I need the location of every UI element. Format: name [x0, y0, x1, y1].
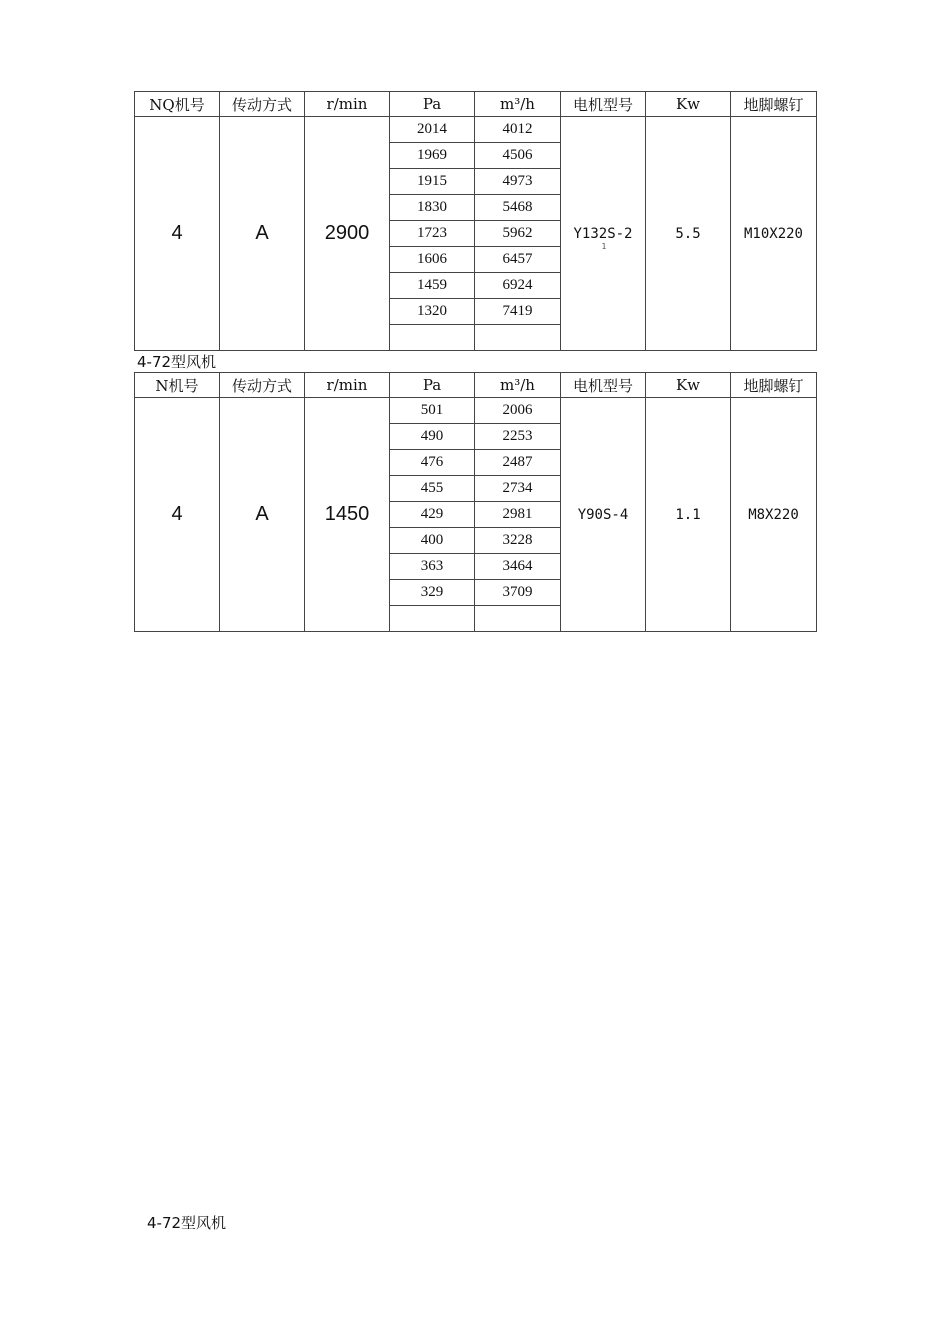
header-flow: m³/h	[475, 92, 561, 117]
header-bolt: 地脚螺钉	[731, 373, 817, 398]
flow-cell: 4973	[475, 169, 561, 195]
rpm-cell: 1450	[305, 398, 390, 632]
flow-cell: 6924	[475, 273, 561, 299]
table-row	[135, 117, 817, 143]
table-header-row	[135, 373, 817, 398]
flow-cell: 2734	[475, 476, 561, 502]
flow-cell: 3228	[475, 528, 561, 554]
fan-spec-table-2	[134, 372, 817, 632]
drive-cell: A	[220, 398, 305, 632]
motor-model: Y132S-2	[573, 225, 633, 242]
header-rpm: r/min	[305, 373, 390, 398]
flow-cell	[475, 325, 561, 351]
flow-cell: 3464	[475, 554, 561, 580]
pa-cell: 1969	[390, 143, 475, 169]
pa-cell: 429	[390, 502, 475, 528]
flow-cell: 3709	[475, 580, 561, 606]
pa-cell: 363	[390, 554, 475, 580]
pa-cell: 1915	[390, 169, 475, 195]
footer-caption: 4-72型风机	[147, 1214, 227, 1232]
flow-cell: 2253	[475, 424, 561, 450]
flow-cell: 2981	[475, 502, 561, 528]
header-machine-no: N机号	[135, 373, 220, 398]
fan-spec-table-1	[134, 91, 817, 351]
motor-cell: Y90S-4	[561, 398, 646, 632]
table-caption: 4-72型风机	[137, 353, 217, 371]
flow-cell: 2487	[475, 450, 561, 476]
machine-no-cell: 4	[135, 398, 220, 632]
pa-cell: 1606	[390, 247, 475, 273]
table-row	[135, 398, 817, 424]
pa-cell: 1320	[390, 299, 475, 325]
pa-cell: 490	[390, 424, 475, 450]
header-drive: 传动方式	[220, 373, 305, 398]
flow-cell: 5468	[475, 195, 561, 221]
pa-cell: 455	[390, 476, 475, 502]
bolt-cell: M8X220	[731, 398, 817, 632]
flow-cell: 2006	[475, 398, 561, 424]
motor-cell	[561, 117, 646, 351]
kw-cell: 5.5	[646, 117, 731, 351]
flow-cell: 5962	[475, 221, 561, 247]
pa-cell	[390, 325, 475, 351]
header-pa: Pa	[390, 92, 475, 117]
pa-cell: 1459	[390, 273, 475, 299]
pa-cell: 1723	[390, 221, 475, 247]
pa-cell: 501	[390, 398, 475, 424]
flow-cell: 6457	[475, 247, 561, 273]
table-header-row	[135, 92, 817, 117]
header-kw: Kw	[646, 92, 731, 117]
header-motor: 电机型号	[561, 373, 646, 398]
header-kw: Kw	[646, 373, 731, 398]
header-flow: m³/h	[475, 373, 561, 398]
pa-cell	[390, 606, 475, 632]
header-motor: 电机型号	[561, 92, 646, 117]
drive-cell: A	[220, 117, 305, 351]
kw-cell: 1.1	[646, 398, 731, 632]
header-drive: 传动方式	[220, 92, 305, 117]
header-machine-no: NQ机号	[135, 92, 220, 117]
flow-cell: 4506	[475, 143, 561, 169]
bolt-cell: M10X220	[731, 117, 817, 351]
pa-cell: 400	[390, 528, 475, 554]
machine-no-cell: 4	[135, 117, 220, 351]
rpm-cell: 2900	[305, 117, 390, 351]
header-bolt: 地脚螺钉	[731, 92, 817, 117]
pa-cell: 1830	[390, 195, 475, 221]
flow-cell	[475, 606, 561, 632]
flow-cell: 7419	[475, 299, 561, 325]
pa-cell: 476	[390, 450, 475, 476]
pa-cell: 2014	[390, 117, 475, 143]
flow-cell: 4012	[475, 117, 561, 143]
motor-mark: 1	[601, 241, 607, 251]
pa-cell: 329	[390, 580, 475, 606]
header-pa: Pa	[390, 373, 475, 398]
header-rpm: r/min	[305, 92, 390, 117]
